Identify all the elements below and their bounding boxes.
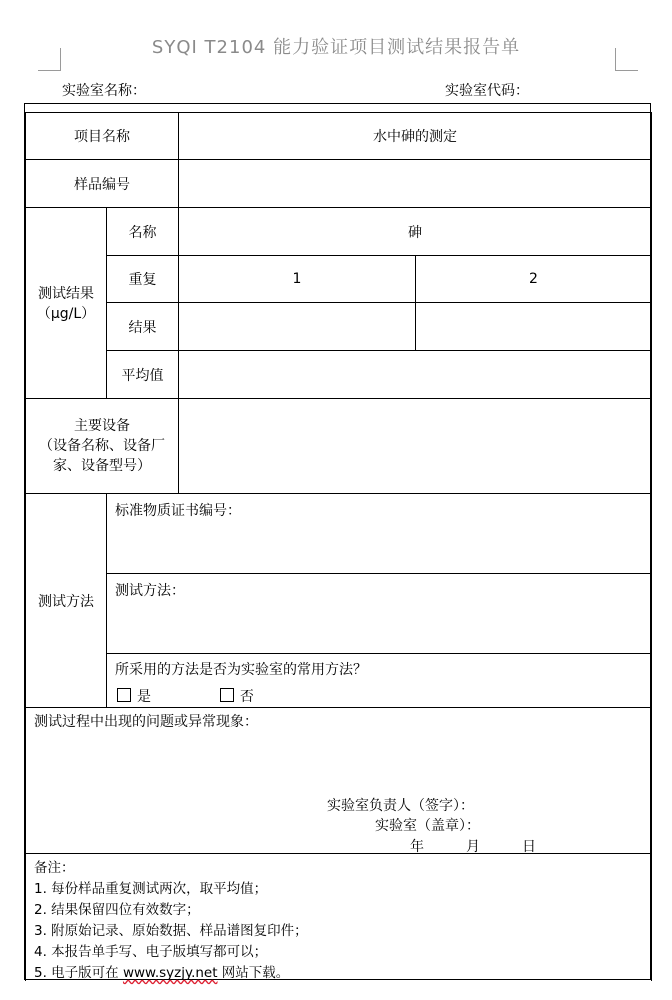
notes-header: 备注： (34, 860, 75, 876)
repeat-2-header: 2 (415, 255, 652, 303)
repeat-1-header: 1 (178, 255, 416, 303)
common-method-cell (106, 653, 652, 708)
average-label: 平均值 (106, 350, 179, 399)
equipment-field[interactable] (178, 398, 652, 494)
test-result-label: 测试结果 (38, 286, 94, 302)
lab-name-label: 实验室名称： (62, 83, 146, 99)
test-method-group-label: 测试方法 (25, 493, 107, 708)
crop-mark-top-left (38, 48, 61, 71)
note-download-prefix: 5. 电子版可在 (34, 965, 123, 981)
result-1-field[interactable] (178, 302, 416, 351)
item-name-label: 项目名称 (25, 112, 179, 160)
problems-label: 测试过程中出现的问题或异常现象： (34, 714, 258, 730)
download-website-link[interactable]: www.syzjy.net (122, 965, 218, 981)
note-item: 1. 每份样品重复测试两次，取平均值； (34, 881, 268, 897)
equipment-label-detail-2: 家、设备型号） (53, 458, 151, 474)
note-download-suffix: 网站下载。 (217, 965, 290, 981)
item-name-value: 水中砷的测定 (178, 112, 652, 160)
yes-checkbox[interactable] (117, 688, 131, 702)
result-2-field[interactable] (415, 302, 652, 351)
equipment-label (25, 398, 179, 494)
sample-number-label: 样品编号 (25, 159, 179, 208)
notes-block (34, 858, 308, 984)
lab-seal-label: 实验室（盖章）： (375, 818, 480, 834)
date-year-label: 年 (410, 839, 424, 855)
std-cert-label: 标准物质证书编号： (115, 503, 241, 519)
average-field[interactable] (178, 350, 652, 399)
crop-mark-top-right (615, 48, 638, 71)
no-option-label: 否 (239, 689, 254, 705)
report-title: SYQI T2104 能力验证项目测试结果报告单 (151, 37, 521, 58)
note-item: 3. 附原始记录、原始数据、样品谱图复印件； (34, 923, 308, 939)
common-method-options (117, 686, 254, 706)
no-checkbox[interactable] (220, 688, 234, 702)
report-table (24, 103, 651, 980)
analyte-name-label: 名称 (106, 207, 179, 256)
test-method-label: 测试方法： (115, 583, 185, 599)
note-item-download (34, 963, 308, 984)
std-cert-field[interactable] (106, 493, 652, 574)
result-label: 结果 (106, 302, 179, 351)
yes-option-label: 是 (137, 689, 151, 705)
test-method-field[interactable] (106, 573, 652, 654)
date-month-label: 月 (466, 839, 480, 855)
test-result-group-label (25, 207, 107, 399)
date-day-label: 日 (522, 839, 536, 855)
notes-cell (25, 853, 652, 981)
repeat-label: 重复 (106, 255, 179, 303)
equipment-label-title: 主要设备 (74, 418, 130, 434)
test-result-unit: （μg/L） (36, 306, 96, 322)
lab-code-label: 实验室代码： (445, 83, 529, 99)
equipment-label-detail-1: （设备名称、设备厂 (39, 438, 165, 454)
problems-cell[interactable] (25, 707, 652, 854)
responsible-signature-label: 实验室负责人（签字）： (327, 798, 474, 814)
note-item: 2. 结果保留四位有效数字； (34, 902, 200, 918)
sample-number-field[interactable] (178, 159, 652, 208)
common-method-question: 所采用的方法是否为实验室的常用方法？ (115, 662, 367, 678)
analyte-name-value: 砷 (178, 207, 652, 256)
note-item: 4. 本报告单手写、电子版填写都可以； (34, 944, 268, 960)
